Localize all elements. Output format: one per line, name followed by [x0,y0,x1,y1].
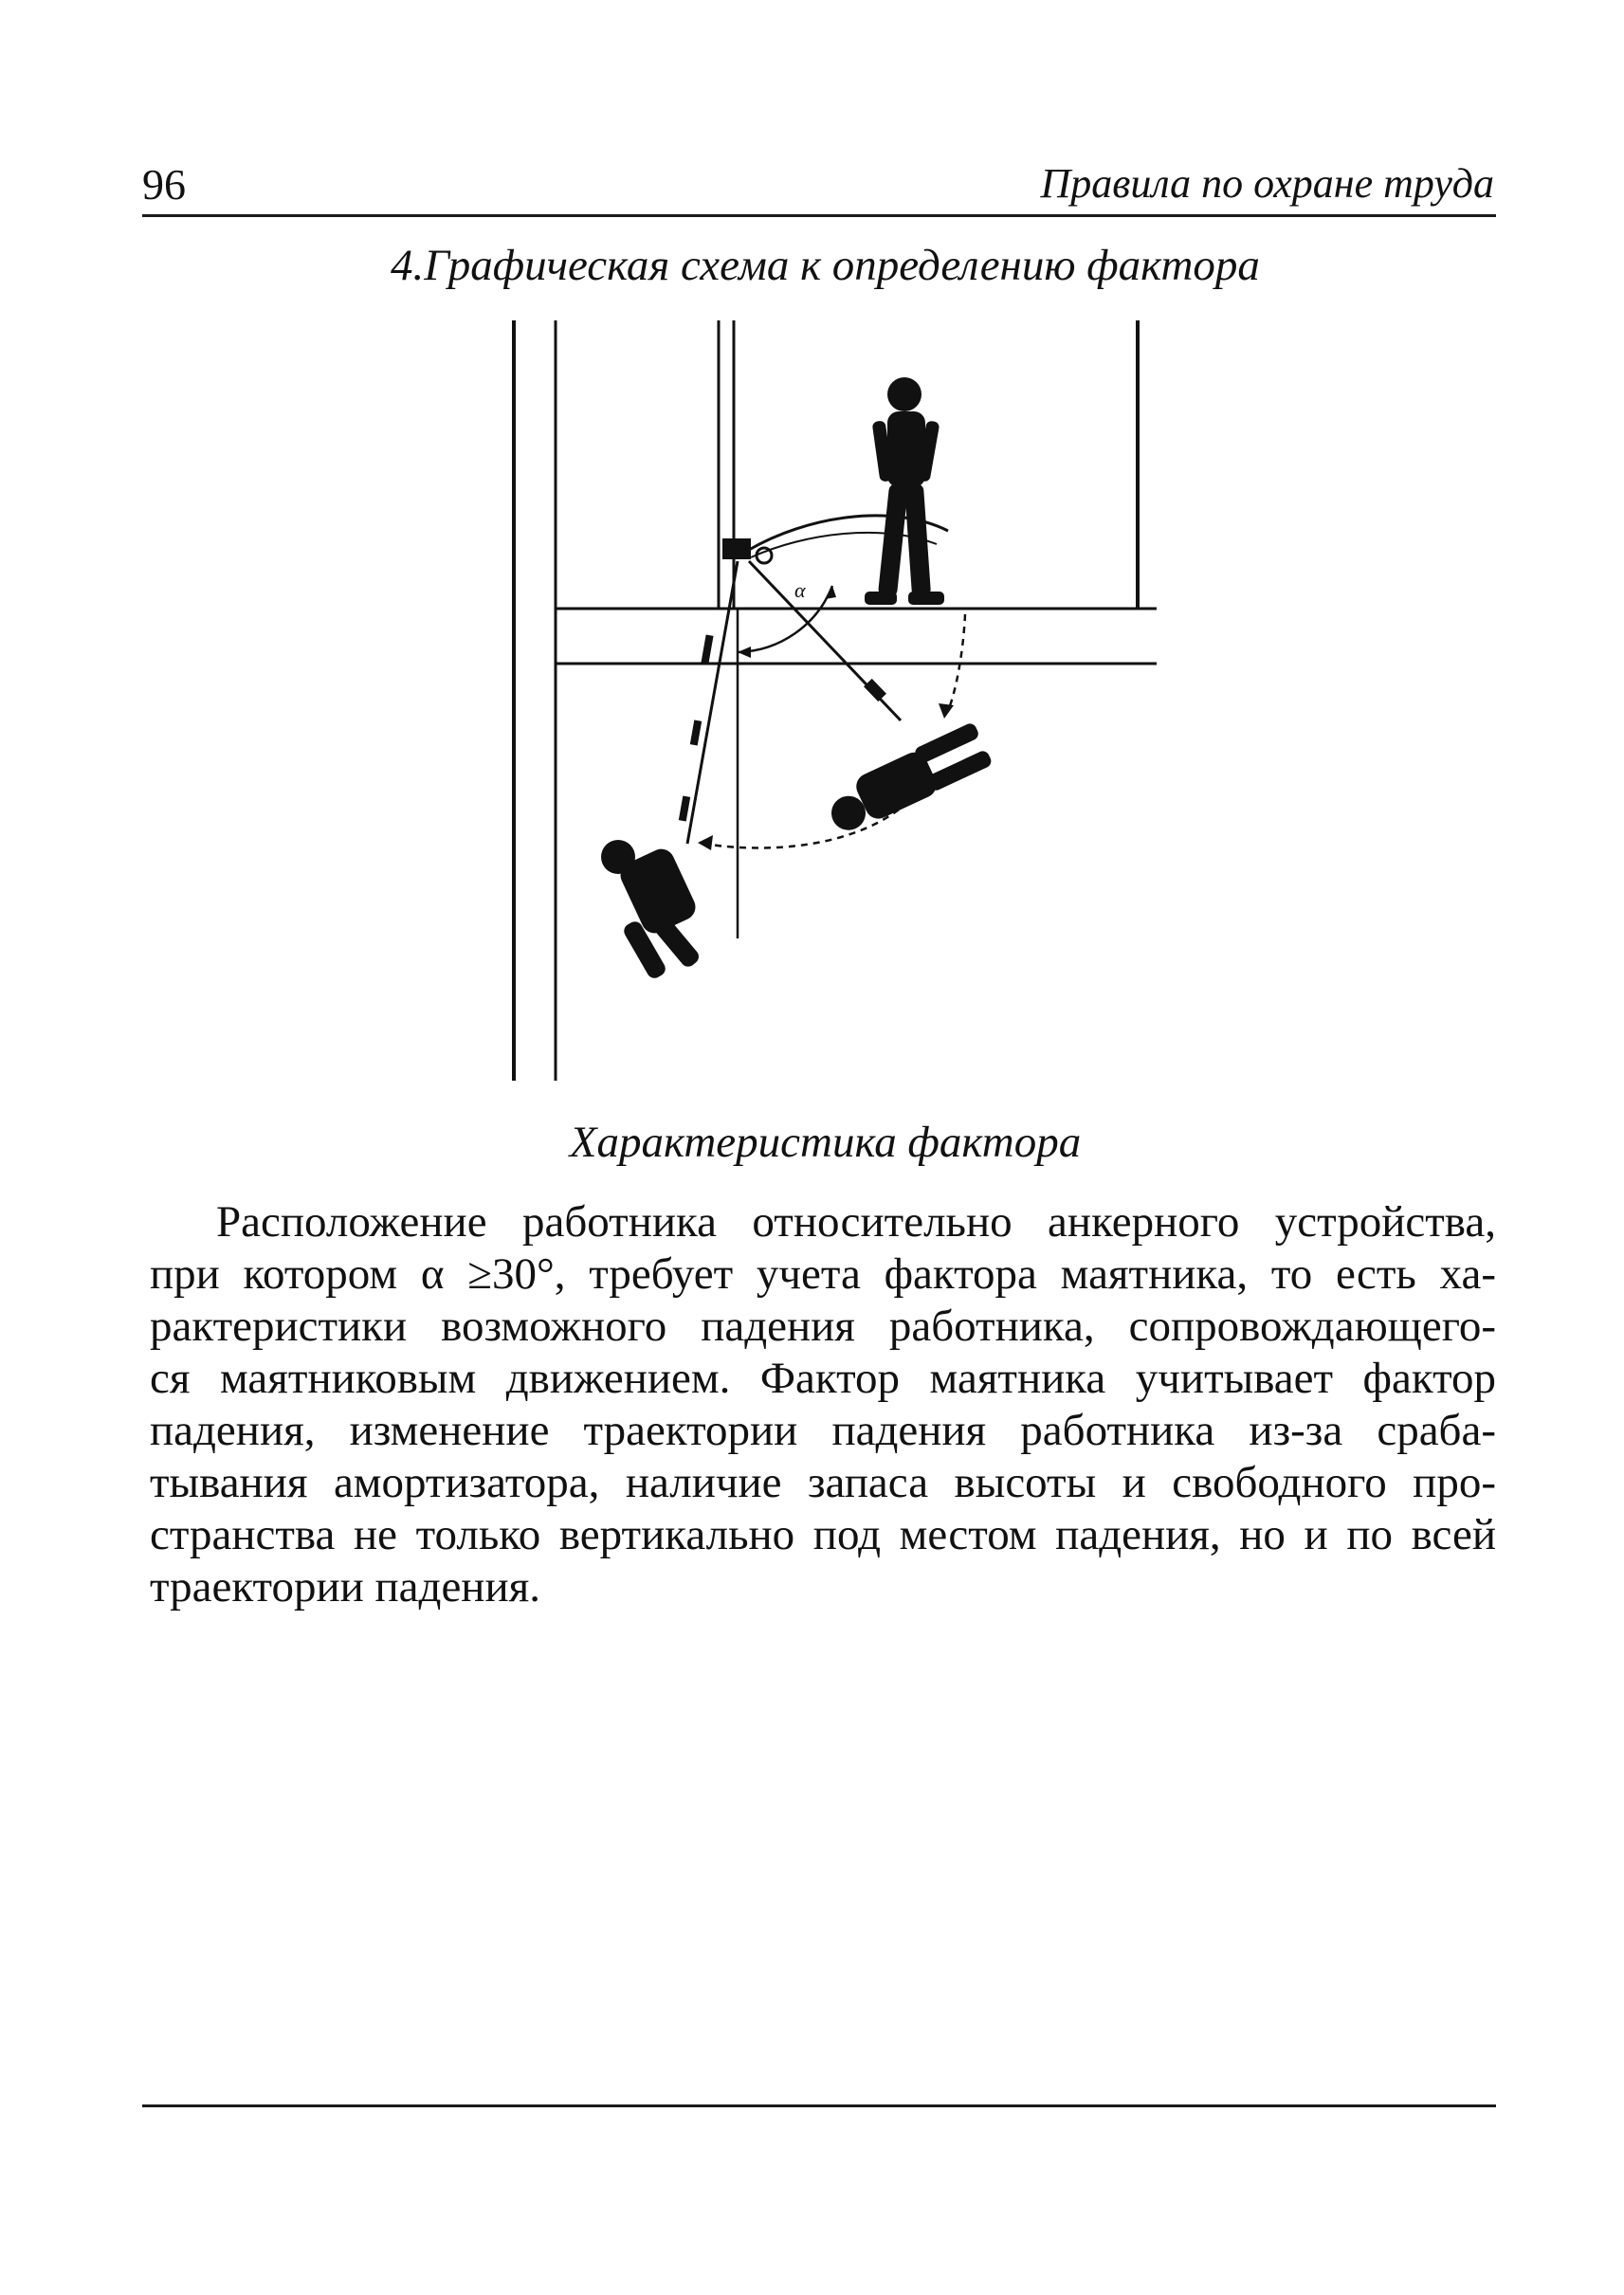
paragraph-line: при котором α ≥30°, требует учета фактора маятника, то есть ха- [150,1249,1496,1299]
section-title: Характеристика фактора [569,1118,1082,1167]
paragraph-line: тывания амортизатора, наличие запаса высоты и свободного про- [150,1458,1496,1507]
paragraph-line: ся маятниковым движением. Фактор маятника учитывает фактор [150,1354,1496,1403]
paragraph-line: странства не только вертикально под местом падения, но и по всей [150,1510,1496,1559]
lanyard-fall [687,561,738,844]
figure-title: 4.Графическая схема к определению фактора [391,241,1260,290]
page-number: 96 [142,160,186,209]
building-walls [514,320,1157,1081]
angle-arc [738,586,832,652]
running-title: Правила по охране труда [1040,160,1494,207]
header-rule [142,214,1496,217]
worker-fallen [601,840,702,981]
worker-standing [865,377,944,605]
body-paragraph [150,1196,1496,1613]
paragraph-line: рактеристики возможного падения работника, сопровождающего- [150,1302,1496,1351]
pendulum-factor-diagram [493,313,1176,1090]
paragraph-line: падения, изменение траектории падения работника из-за сраба- [150,1406,1496,1455]
paragraph-line: траектории падения. [150,1562,540,1612]
worker-swinging [820,721,994,837]
angle-label: α [794,578,806,602]
paragraph-line: Расположение работника относительно анкерного устройства, [216,1197,1496,1247]
footer-rule [142,2104,1496,2107]
